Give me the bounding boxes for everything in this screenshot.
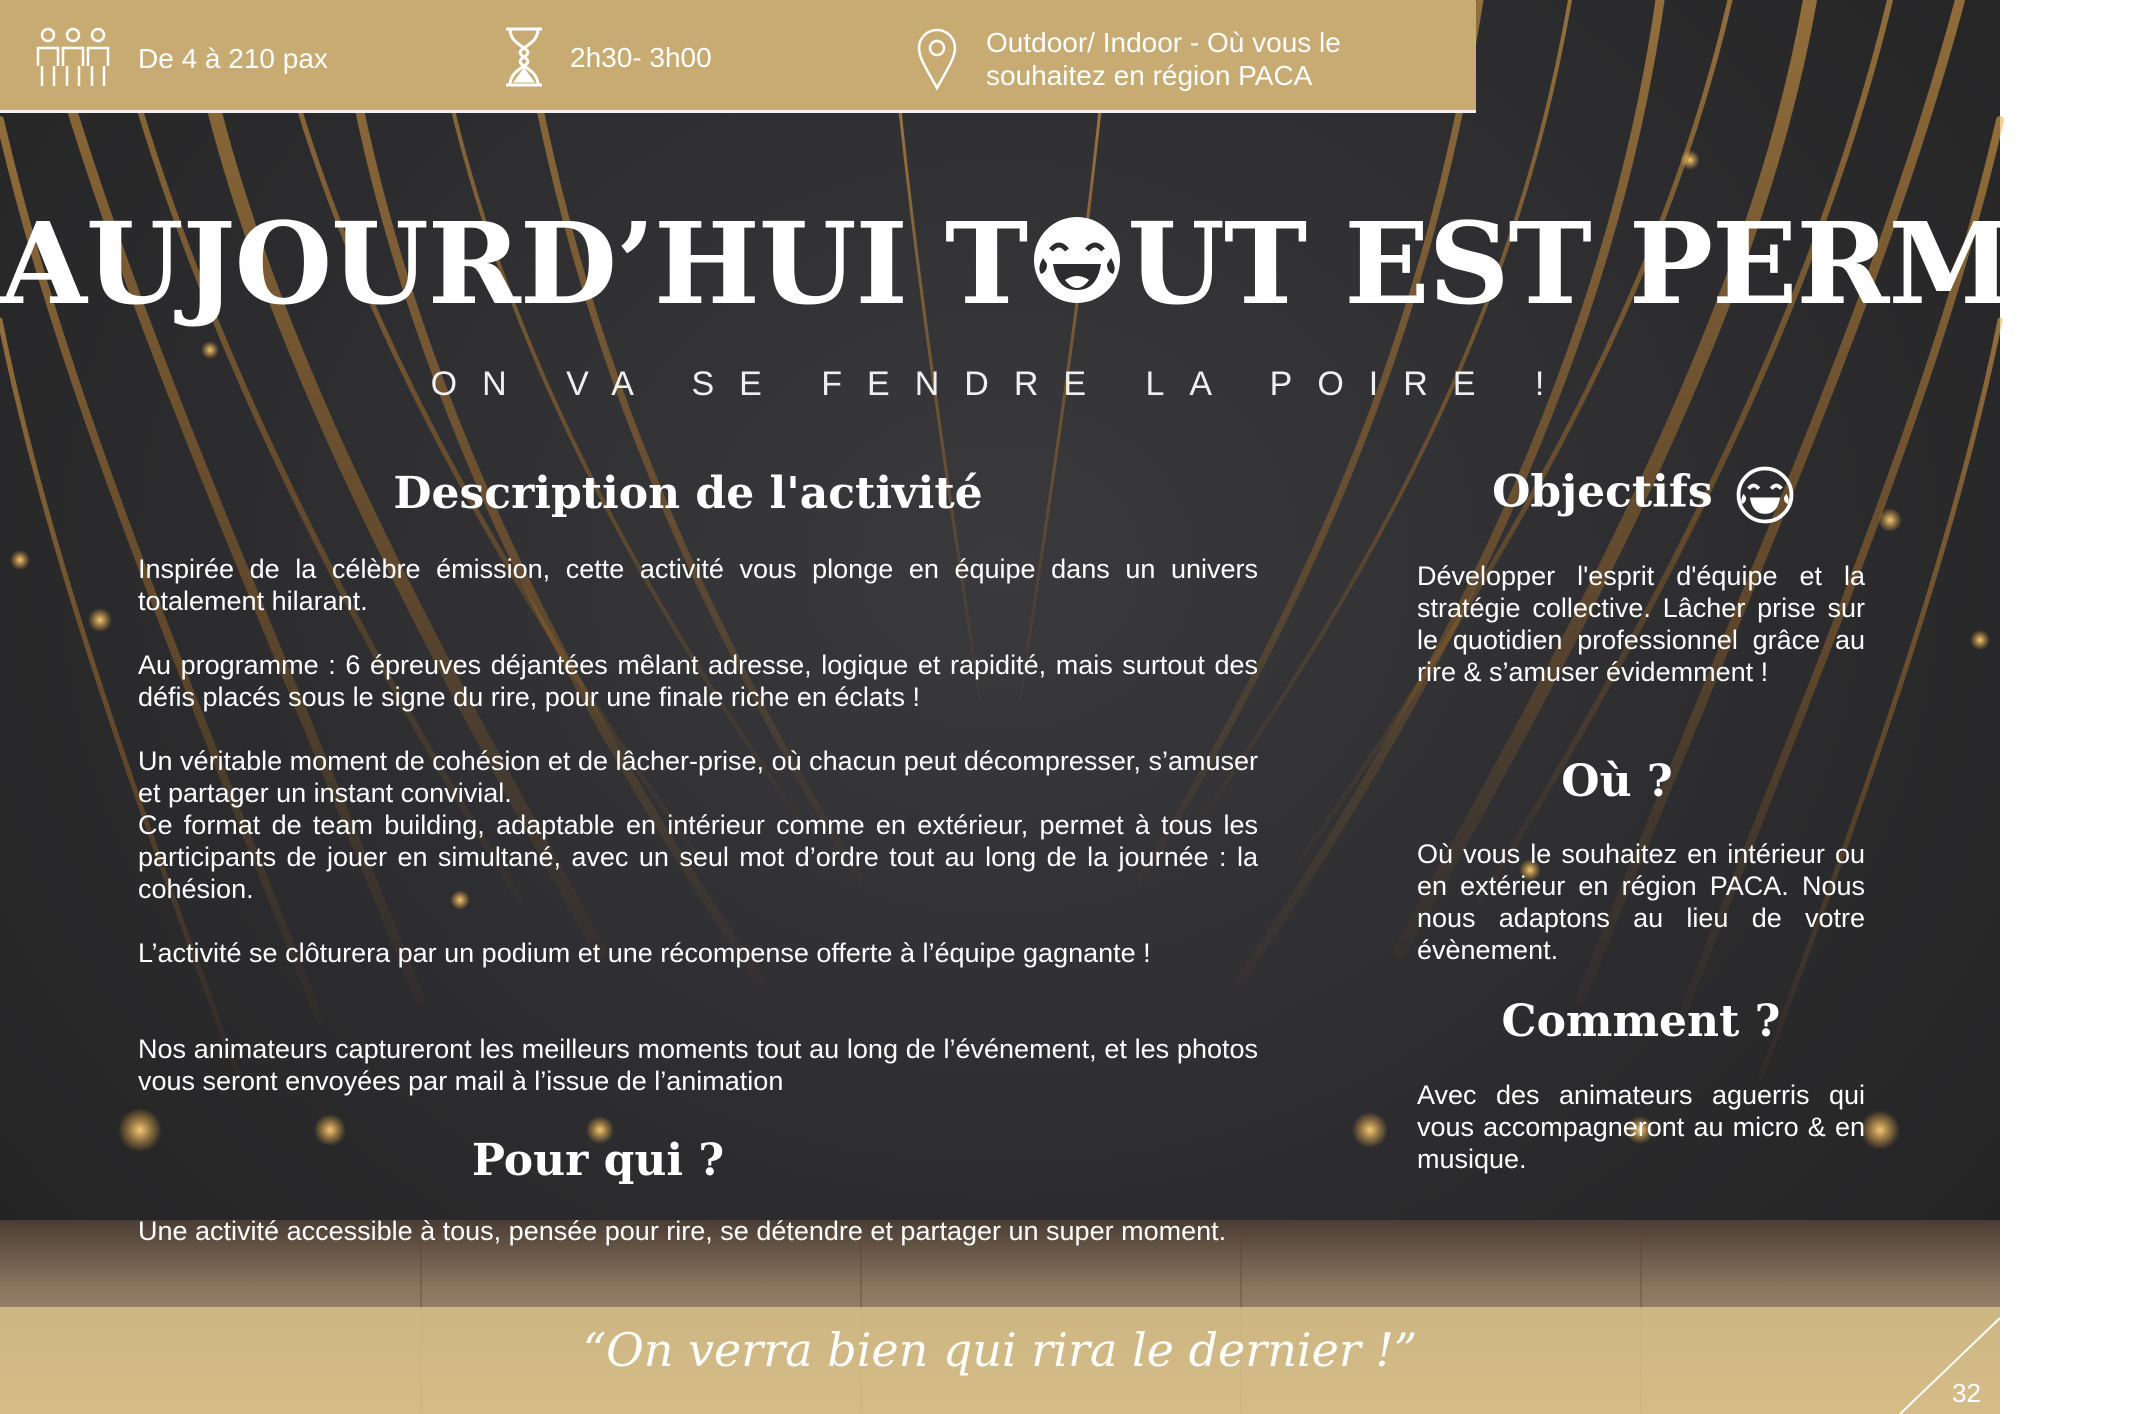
objectifs-heading: Objectifs	[1492, 466, 1713, 518]
duration-info	[502, 26, 712, 88]
ou-text: Où vous le souhaitez en intérieur ou en extérieur en région PACA. Nous nous adaptons au lieu de votre évènement.	[1417, 839, 1865, 965]
info-bar	[0, 0, 1476, 113]
description-paragraph-1: Inspirée de la célèbre émission, cette activité vous plonge en équipe dans un univers totalement hilarant.	[138, 554, 1258, 616]
pour-qui-text: Une activité accessible à tous, pensée pour rire, se détendre et partager un super moment.	[138, 1216, 1227, 1246]
description-heading: Description de l'activité	[393, 468, 983, 519]
laughing-crying-face-icon	[1031, 198, 1123, 338]
title-part-2: UT EST PERMIS	[1127, 199, 2143, 330]
laughing-crying-face-icon	[1736, 466, 1794, 524]
ou-heading: Où ?	[1561, 756, 1673, 807]
location-pin-icon	[916, 28, 958, 90]
description-paragraph-5: L’activité se clôturera par un podium et une récompense offerte à l’équipe gagnante !	[138, 938, 1151, 968]
location-line-1: Outdoor/ Indoor - Où vous le	[986, 27, 1341, 58]
subtitle: ON VA SE FENDRE LA POIRE !	[430, 365, 1570, 403]
page-number: 32	[1952, 1378, 1981, 1408]
objectifs-heading-wrap	[1418, 466, 1868, 524]
footer-quote: “On verra bien qui rira le dernier !”	[582, 1323, 1418, 1377]
description-paragraph-6: Nos animateurs captureront les meilleurs moments tout au long de l’événement, et les photos vous seront envoyées par mail à l’issue de l’animation	[138, 1034, 1258, 1096]
description-paragraph-2: Au programme : 6 épreuves déjantées mêlant adresse, logique et rapidité, mais surtout des défis placés sous le signe du rire, pour une finale riche en éclats !	[138, 650, 1258, 712]
hourglass-icon	[502, 26, 546, 88]
corner-divider-line	[1900, 1318, 2000, 1414]
pour-qui-heading: Pour qui ?	[471, 1135, 725, 1186]
comment-heading: Comment ?	[1501, 996, 1781, 1047]
description-paragraph-4: Ce format de team building, adaptable en intérieur comme en extérieur, permet à tous les participants de jouer en simultané, avec un seul mot d’ordre tout au long de la journée : la cohésion.	[138, 810, 1258, 904]
group-icon	[34, 26, 112, 90]
duration-text: 2h30- 3h00	[570, 41, 712, 73]
location-line-2: souhaitez en région PACA	[986, 60, 1313, 91]
title-part-1: AUJOURD’HUI T	[0, 199, 1028, 330]
capacity-text: De 4 à 210 pax	[138, 42, 328, 74]
comment-text: Avec des animateurs aguerris qui vous accompagneront au micro & en musique.	[1417, 1080, 1865, 1174]
page-title	[0, 195, 2143, 344]
location-info	[916, 26, 1341, 92]
capacity-info	[34, 26, 328, 90]
objectifs-text: Développer l'esprit d'équipe et la stratégie collective. Lâcher prise sur le quotidien professionnel grâce au rire & s’amuser évidemment !	[1417, 561, 1865, 687]
description-paragraph-3: Un véritable moment de cohésion et de lâcher-prise, où chacun peut décompresser, s’amuser et partager un instant convivial.	[138, 746, 1258, 808]
location-text	[986, 26, 1341, 92]
